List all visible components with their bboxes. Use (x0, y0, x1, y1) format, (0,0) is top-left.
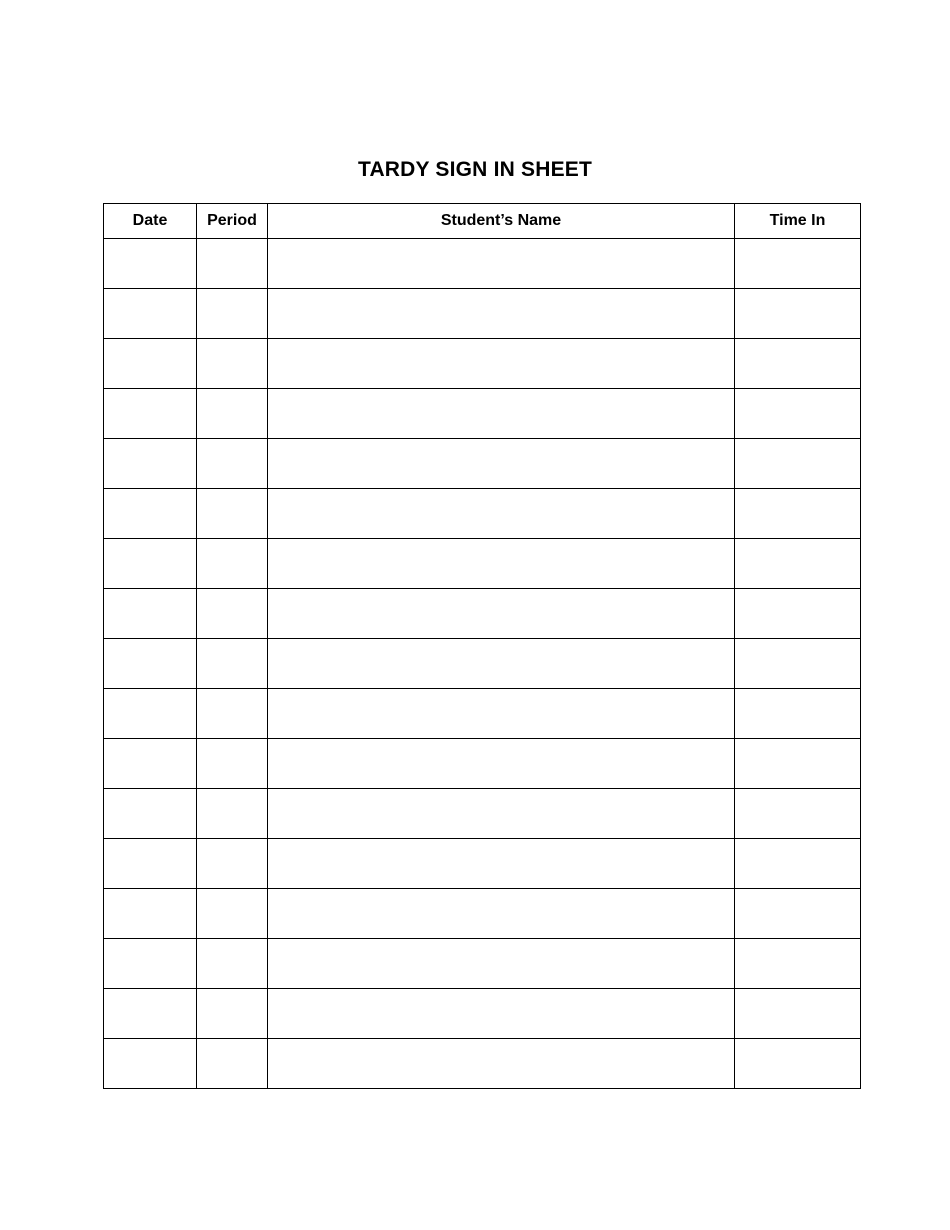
date-cell[interactable] (104, 489, 197, 539)
period-cell[interactable] (197, 439, 268, 489)
table-row (104, 589, 861, 639)
student-name-cell[interactable] (268, 789, 735, 839)
period-cell[interactable] (197, 339, 268, 389)
student-name-cell[interactable] (268, 1039, 735, 1089)
student-name-cell[interactable] (268, 239, 735, 289)
period-cell[interactable] (197, 1039, 268, 1089)
table-row (104, 289, 861, 339)
time-in-cell[interactable] (735, 289, 861, 339)
table-row (104, 389, 861, 439)
time-in-cell[interactable] (735, 1039, 861, 1089)
time-in-cell[interactable] (735, 939, 861, 989)
student-name-cell[interactable] (268, 939, 735, 989)
student-name-cell[interactable] (268, 989, 735, 1039)
time-in-cell[interactable] (735, 989, 861, 1039)
period-cell[interactable] (197, 489, 268, 539)
date-cell[interactable] (104, 739, 197, 789)
date-cell[interactable] (104, 839, 197, 889)
period-cell[interactable] (197, 589, 268, 639)
table-header-row (104, 204, 861, 239)
period-cell[interactable] (197, 689, 268, 739)
date-cell[interactable] (104, 789, 197, 839)
time-in-cell[interactable] (735, 539, 861, 589)
student-name-cell[interactable] (268, 289, 735, 339)
time-in-cell[interactable] (735, 639, 861, 689)
date-cell[interactable] (104, 239, 197, 289)
date-cell[interactable] (104, 589, 197, 639)
date-cell[interactable] (104, 689, 197, 739)
period-cell[interactable] (197, 639, 268, 689)
time-in-cell[interactable] (735, 889, 861, 939)
column-header-period: Period (197, 204, 268, 239)
student-name-cell[interactable] (268, 639, 735, 689)
period-cell[interactable] (197, 289, 268, 339)
time-in-cell[interactable] (735, 339, 861, 389)
date-cell[interactable] (104, 639, 197, 689)
column-header-time-in: Time In (735, 204, 861, 239)
student-name-cell[interactable] (268, 439, 735, 489)
student-name-cell[interactable] (268, 339, 735, 389)
date-cell[interactable] (104, 539, 197, 589)
date-cell[interactable] (104, 1039, 197, 1089)
time-in-cell[interactable] (735, 789, 861, 839)
table-row (104, 489, 861, 539)
period-cell[interactable] (197, 539, 268, 589)
table-row (104, 939, 861, 989)
student-name-cell[interactable] (268, 589, 735, 639)
student-name-cell[interactable] (268, 839, 735, 889)
time-in-cell[interactable] (735, 489, 861, 539)
date-cell[interactable] (104, 889, 197, 939)
time-in-cell[interactable] (735, 589, 861, 639)
table-row (104, 739, 861, 789)
sign-in-table (103, 203, 861, 1089)
date-cell[interactable] (104, 989, 197, 1039)
date-cell[interactable] (104, 439, 197, 489)
time-in-cell[interactable] (735, 389, 861, 439)
period-cell[interactable] (197, 239, 268, 289)
student-name-cell[interactable] (268, 489, 735, 539)
date-cell[interactable] (104, 339, 197, 389)
period-cell[interactable] (197, 889, 268, 939)
time-in-cell[interactable] (735, 239, 861, 289)
student-name-cell[interactable] (268, 739, 735, 789)
table-row (104, 889, 861, 939)
table-row (104, 439, 861, 489)
period-cell[interactable] (197, 739, 268, 789)
student-name-cell[interactable] (268, 539, 735, 589)
column-header-date: Date (104, 204, 197, 239)
student-name-cell[interactable] (268, 389, 735, 439)
time-in-cell[interactable] (735, 739, 861, 789)
column-header-student-name: Student’s Name (268, 204, 735, 239)
period-cell[interactable] (197, 789, 268, 839)
table-row (104, 539, 861, 589)
period-cell[interactable] (197, 839, 268, 889)
time-in-cell[interactable] (735, 689, 861, 739)
date-cell[interactable] (104, 939, 197, 989)
date-cell[interactable] (104, 389, 197, 439)
time-in-cell[interactable] (735, 439, 861, 489)
table-row (104, 689, 861, 739)
table-row (104, 839, 861, 889)
student-name-cell[interactable] (268, 889, 735, 939)
period-cell[interactable] (197, 939, 268, 989)
time-in-cell[interactable] (735, 839, 861, 889)
date-cell[interactable] (104, 289, 197, 339)
table-body (104, 239, 861, 1089)
table-row (104, 1039, 861, 1089)
table-row (104, 239, 861, 289)
table-row (104, 339, 861, 389)
table-row (104, 989, 861, 1039)
page-title: TARDY SIGN IN SHEET (357, 158, 593, 181)
period-cell[interactable] (197, 389, 268, 439)
period-cell[interactable] (197, 989, 268, 1039)
table-row (104, 789, 861, 839)
student-name-cell[interactable] (268, 689, 735, 739)
table-row (104, 639, 861, 689)
